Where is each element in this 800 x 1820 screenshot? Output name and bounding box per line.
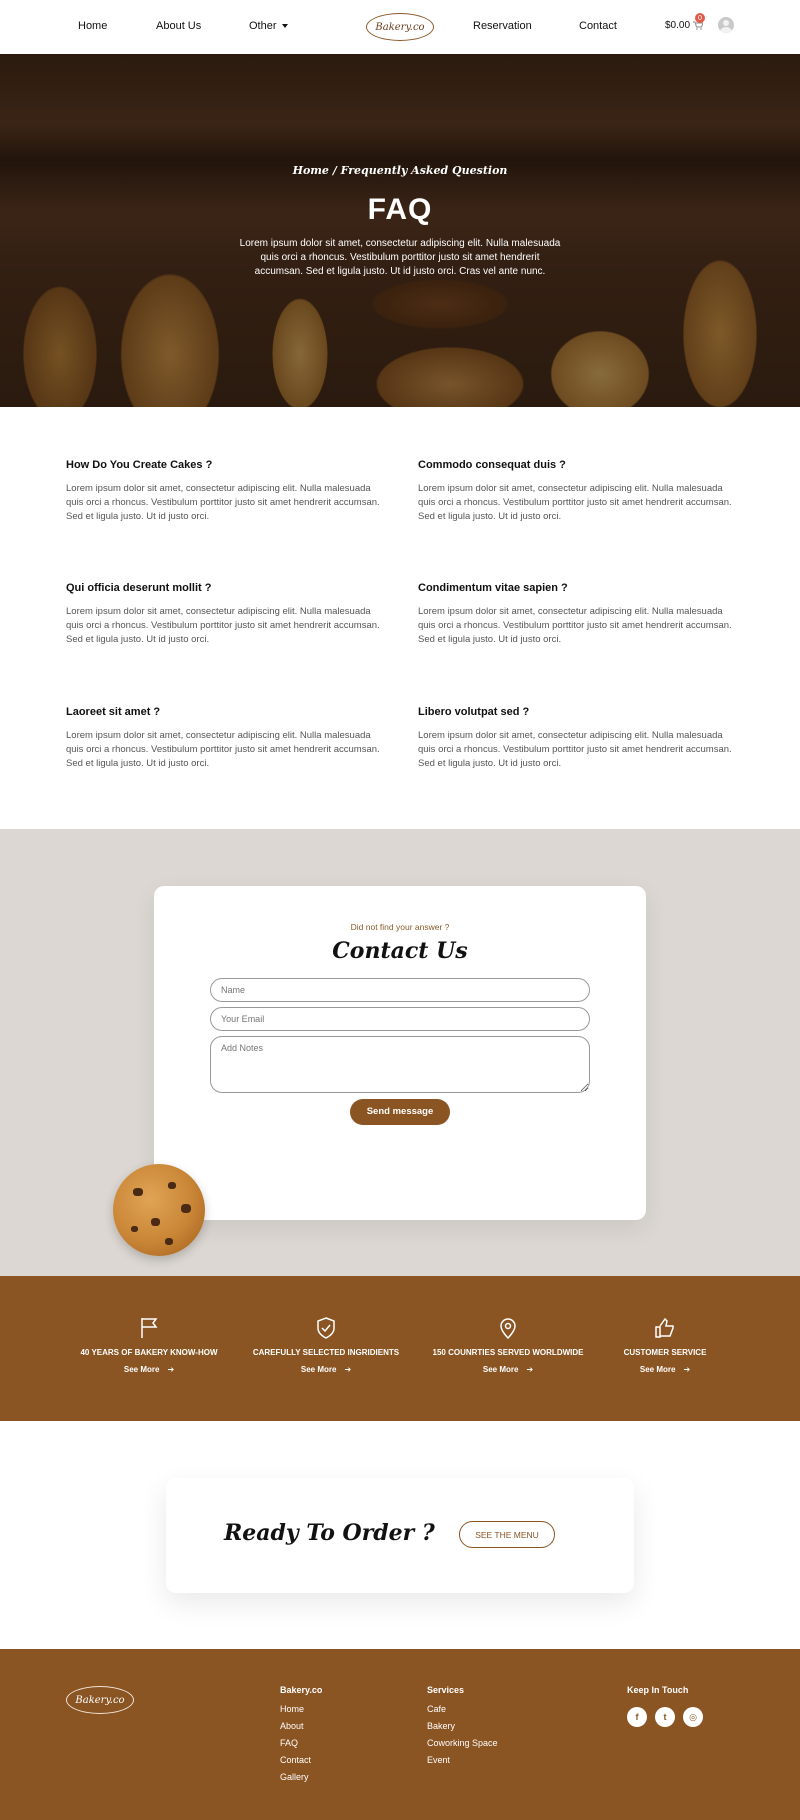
faq-item (418, 706, 738, 801)
footer-link-gallery[interactable]: Gallery (280, 1772, 309, 1782)
breadcrumb[interactable]: Home / Frequently Asked Question (292, 164, 508, 177)
faq-answer: Lorem ipsum dolor sit amet, consectetur adipiscing elit. Nulla malesuada quis orci a rhoncus. Vestibulum porttitor justo sit amet hendrerit accumsan. Sed et ligula justo. Ut id justo orci. (66, 606, 380, 646)
faq-question: Condimentum vitae sapien ? (418, 582, 568, 595)
footer-col-bakery (280, 1685, 322, 1782)
order-title: Ready To Order ? (224, 1520, 435, 1546)
faq-item (418, 459, 738, 554)
nav-other[interactable] (249, 20, 288, 32)
notes-textarea[interactable] (210, 1036, 590, 1093)
order-section (0, 1421, 800, 1649)
footer-link-coworking[interactable]: Coworking Space (427, 1738, 498, 1748)
feature-title: CAREFULLY SELECTED INGRIDIENTS (252, 1348, 400, 1357)
arrow-right-icon: ➔ (526, 1365, 534, 1374)
nav-about-us[interactable]: About Us (156, 20, 202, 32)
page-title: FAQ (367, 193, 433, 226)
faq-answer: Lorem ipsum dolor sit amet, consectetur adipiscing elit. Nulla malesuada quis orci a rhoncus. Vestibulum porttitor justo sit amet hendrerit accumsan. Sed et ligula justo. Ut id justo orci. (66, 483, 380, 522)
chevron-down-icon (282, 24, 288, 28)
footer (0, 1649, 800, 1820)
nav-contact[interactable]: Contact (579, 20, 617, 32)
feature-title: 150 COUNRTIES SERVED WORLDWIDE (432, 1348, 584, 1357)
footer-link-bakery[interactable]: Bakery (427, 1721, 456, 1731)
contact-subtitle: Did not find your answer ? (350, 922, 450, 932)
thumbs-up-icon (653, 1316, 677, 1340)
see-the-menu-button[interactable]: SEE THE MENU (459, 1521, 555, 1548)
footer-link-faq[interactable]: FAQ (280, 1738, 299, 1748)
footer-logo[interactable]: Bakery.co (66, 1686, 134, 1714)
email-input[interactable] (210, 1007, 590, 1031)
shield-check-icon (315, 1316, 337, 1340)
feature-see-more-link[interactable]: See More ➔ (482, 1365, 534, 1374)
feature-title: 40 YEARS OF BAKERY KNOW-HOW (80, 1348, 218, 1357)
cart-total: $0.00 (665, 20, 691, 31)
faq-question: Laoreet sit amet ? (66, 705, 161, 718)
contact-card (154, 886, 646, 1220)
contact-section (0, 829, 800, 1276)
footer-link-home[interactable]: Home (280, 1704, 305, 1714)
faq-answer: Lorem ipsum dolor sit amet, consectetur adipiscing elit. Nulla malesuada quis orci a rhoncus. Vestibulum porttitor justo sit amet hendrerit accumsan. Sed et ligula justo. Ut id justo orci. (418, 729, 732, 769)
nav-reservation[interactable]: Reservation (473, 20, 532, 32)
contact-title: Contact Us (332, 938, 468, 964)
map-pin-icon (497, 1316, 519, 1340)
user-avatar-icon[interactable] (718, 17, 734, 33)
faq-grid (0, 407, 800, 829)
instagram-icon[interactable]: ◎ (683, 1707, 703, 1727)
hero-banner (0, 54, 800, 407)
feature-see-more-link[interactable]: See More ➔ (300, 1365, 352, 1374)
faq-item (66, 459, 418, 554)
feature-see-more-link[interactable]: See More ➔ (123, 1365, 175, 1374)
faq-question: How Do You Create Cakes ? (66, 459, 213, 471)
faq-answer: Lorem ipsum dolor sit amet, consectetur adipiscing elit. Nulla malesuada quis orci a rhoncus. Vestibulum porttitor justo sit amet hendrerit accumsan. Sed et ligula justo. Ut id justo orci. (418, 606, 732, 646)
faq-question: Qui officia deserunt mollit ? (66, 582, 212, 595)
faq-answer: Lorem ipsum dolor sit amet, consectetur adipiscing elit. Nulla malesuada quis orci a rhoncus. Vestibulum porttitor justo sit amet hendrerit accumsan. Sed et ligula justo. Ut id justo orci. (66, 729, 380, 769)
cart-count-badge: 0 (695, 13, 705, 23)
cookie-image (113, 1164, 205, 1256)
flag-icon (138, 1316, 160, 1340)
cart-button[interactable] (665, 14, 703, 31)
features-strip (0, 1276, 800, 1421)
faq-question: Commodo consequat duis ? (418, 459, 566, 471)
feature-see-more-link[interactable]: See More ➔ (639, 1365, 691, 1374)
social-links (627, 1707, 703, 1727)
footer-col-services (427, 1685, 498, 1765)
facebook-icon[interactable]: f (627, 1707, 647, 1727)
twitter-icon[interactable]: t (655, 1707, 675, 1727)
faq-item (66, 582, 418, 677)
order-card (166, 1478, 634, 1593)
feature-item (585, 1316, 745, 1374)
nav-home[interactable]: Home (78, 20, 108, 32)
feature-item (246, 1316, 406, 1374)
faq-item (66, 706, 418, 801)
top-nav (0, 0, 800, 54)
nav-other-label: Other (249, 20, 277, 32)
arrow-right-icon: ➔ (683, 1365, 691, 1374)
footer-link-cafe[interactable]: Cafe (427, 1704, 447, 1714)
footer-link-event[interactable]: Event (427, 1755, 451, 1765)
name-input[interactable] (210, 978, 590, 1002)
arrow-right-icon: ➔ (344, 1365, 352, 1374)
footer-col-title: Keep In Touch (627, 1685, 689, 1695)
footer-link-contact[interactable]: Contact (280, 1755, 312, 1765)
arrow-right-icon: ➔ (167, 1365, 175, 1374)
brand-logo[interactable]: Bakery.co (366, 13, 434, 41)
feature-item (428, 1316, 588, 1374)
faq-answer: Lorem ipsum dolor sit amet, consectetur adipiscing elit. Nulla malesuada quis orci a rhoncus. Vestibulum porttitor justo sit amet hendrerit accumsan. Sed et ligula justo. Ut id justo orci. (418, 483, 732, 522)
footer-col-title: Bakery.co (280, 1685, 323, 1695)
hero-description: Lorem ipsum dolor sit amet, consectetur adipiscing elit. Nulla malesuada quis orci a rhoncus. Vestibulum porttitor justo sit amet hendrerit accumsan. Sed et ligula justo. Ut id justo orci. Cras vel ante nunc. (239, 238, 561, 277)
faq-item (418, 582, 738, 677)
feature-item (69, 1316, 229, 1374)
footer-link-about[interactable]: About (280, 1721, 304, 1731)
send-message-button[interactable]: Send message (350, 1099, 451, 1125)
feature-title: CUSTOMER SERVICE (623, 1348, 707, 1357)
footer-col-social (627, 1685, 703, 1727)
faq-question: Libero volutpat sed ? (418, 705, 530, 718)
footer-col-title: Services (427, 1685, 465, 1695)
